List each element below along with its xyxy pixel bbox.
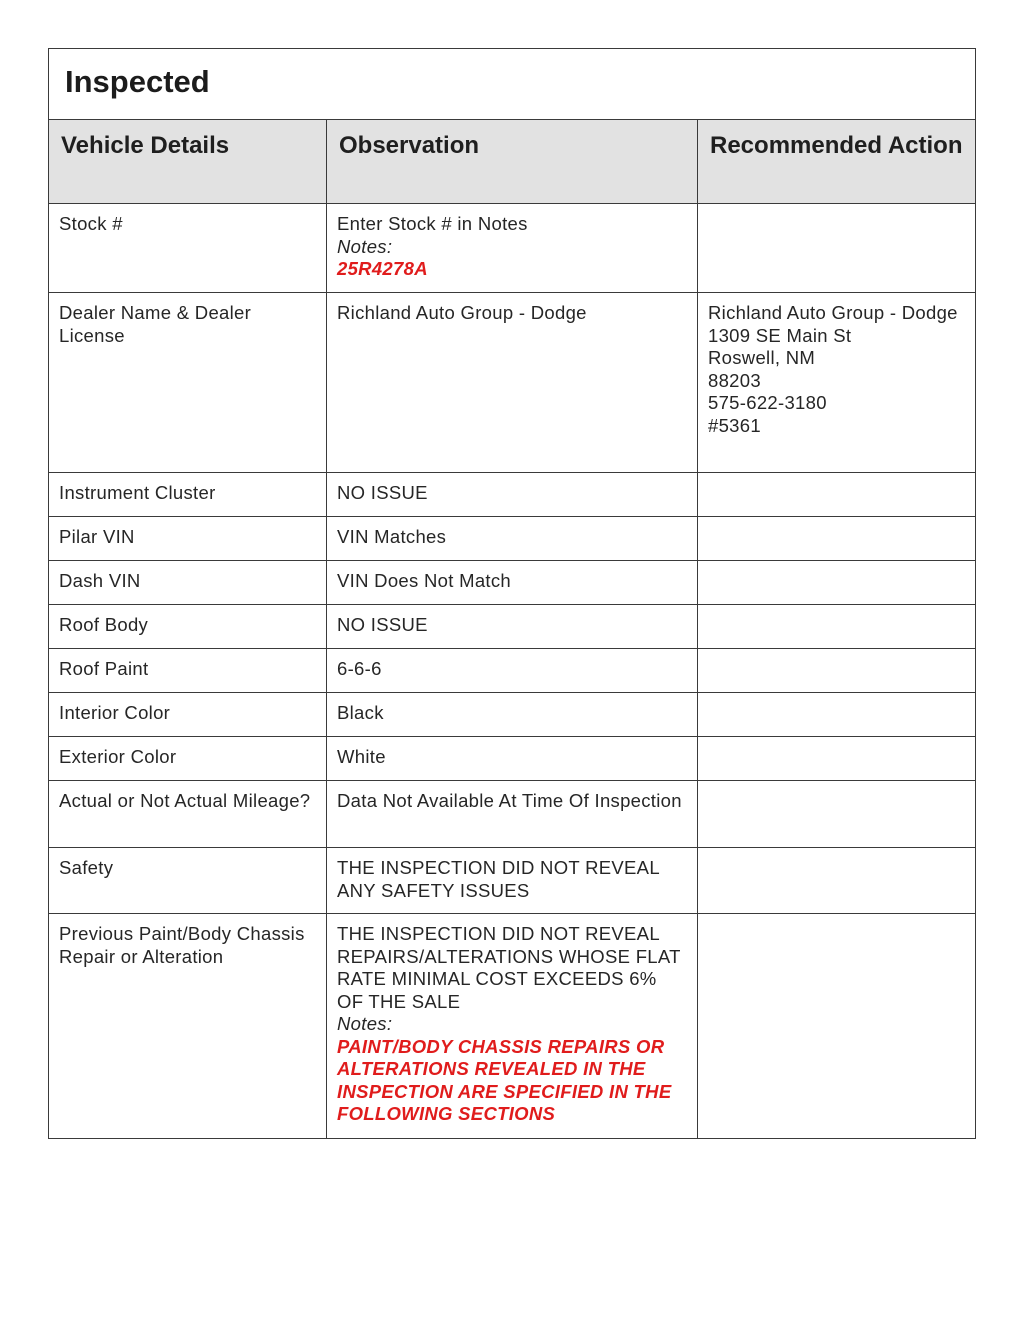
recommended-action-cell — [698, 473, 976, 517]
vehicle-detail-cell — [49, 473, 327, 517]
table-row — [49, 781, 976, 848]
vehicle-detail-label: Previous Paint/Body Chassis Repair or Alteration — [59, 923, 305, 967]
inspection-table — [48, 48, 976, 1139]
vehicle-detail-cell — [49, 293, 327, 473]
recommended-action-cell — [698, 737, 976, 781]
recommended-action-line: 1309 SE Main St — [708, 324, 852, 346]
table-row — [49, 204, 976, 293]
vehicle-detail-cell — [49, 693, 327, 737]
recommended-action-cell — [698, 848, 976, 914]
table-row — [49, 848, 976, 914]
observation-cell — [327, 517, 698, 561]
table-row — [49, 473, 976, 517]
vehicle-detail-label: Dash VIN — [59, 570, 141, 591]
vehicle-detail-label: Stock # — [59, 213, 123, 234]
observation-text: VIN Matches — [337, 526, 447, 547]
observation-text: NO ISSUE — [337, 482, 428, 503]
observation-text: Richland Auto Group - Dodge — [337, 302, 587, 323]
recommended-action-cell — [698, 204, 976, 293]
observation-text: THE INSPECTION DID NOT REVEAL REPAIRS/ALTERATIONS WHOSE FLAT RATE MINIMAL COST EXCEEDS 6% OF THE SALE — [337, 923, 681, 1012]
observation-cell — [327, 649, 698, 693]
observation-cell — [327, 605, 698, 649]
recommended-action-cell — [698, 649, 976, 693]
section-title: Inspected — [49, 49, 976, 120]
observation-text: THE INSPECTION DID NOT REVEAL ANY SAFETY ISSUES — [337, 857, 660, 901]
table-row — [49, 914, 976, 1139]
recommended-action-line: #5361 — [708, 414, 761, 436]
notes-label: Notes: — [337, 235, 393, 257]
recommended-action-line: Roswell, NM — [708, 347, 816, 368]
column-header-recommended-action: Recommended Action — [698, 120, 976, 204]
vehicle-detail-label: Safety — [59, 857, 114, 878]
observation-cell — [327, 781, 698, 848]
observation-cell — [327, 693, 698, 737]
observation-text: VIN Does Not Match — [337, 570, 512, 591]
observation-text: Enter Stock # in Notes — [337, 213, 528, 234]
observation-cell — [327, 737, 698, 781]
recommended-action-line: 88203 — [708, 369, 761, 391]
vehicle-detail-label: Instrument Cluster — [59, 482, 216, 503]
recommended-action-cell — [698, 914, 976, 1139]
vehicle-detail-cell — [49, 781, 327, 848]
observation-text: NO ISSUE — [337, 614, 428, 635]
recommended-action-cell — [698, 517, 976, 561]
observation-text: Black — [337, 702, 384, 723]
recommended-action-cell — [698, 605, 976, 649]
recommended-action-cell — [698, 693, 976, 737]
table-row — [49, 649, 976, 693]
column-header-vehicle-details: Vehicle Details — [49, 120, 327, 204]
recommended-action-line: Richland Auto Group - Dodge — [708, 302, 958, 323]
vehicle-detail-label: Roof Paint — [59, 658, 149, 679]
recommended-action-cell — [698, 781, 976, 848]
vehicle-detail-cell — [49, 848, 327, 914]
recommended-action-cell — [698, 293, 976, 473]
recommended-action-cell — [698, 561, 976, 605]
observation-cell — [327, 561, 698, 605]
vehicle-detail-label: Exterior Color — [59, 746, 177, 767]
vehicle-detail-label: Roof Body — [59, 614, 149, 635]
vehicle-detail-cell — [49, 649, 327, 693]
observation-cell — [327, 204, 698, 293]
vehicle-detail-cell — [49, 517, 327, 561]
observation-cell — [327, 914, 698, 1139]
vehicle-detail-cell — [49, 605, 327, 649]
table-body — [49, 204, 976, 1139]
observation-text: 6-6-6 — [337, 658, 382, 679]
title-row — [49, 49, 976, 120]
notes-value: PAINT/BODY CHASSIS REPAIRS OR ALTERATIONS REVEALED IN THE INSPECTION ARE SPECIFIED IN THE FOLLOWING SECTIONS — [337, 1035, 672, 1124]
table-row — [49, 293, 976, 473]
vehicle-detail-cell — [49, 914, 327, 1139]
observation-cell — [327, 293, 698, 473]
table-row — [49, 693, 976, 737]
observation-text: Data Not Available At Time Of Inspection — [337, 790, 682, 811]
column-header-observation: Observation — [327, 120, 698, 204]
table-row — [49, 737, 976, 781]
vehicle-detail-label: Dealer Name & Dealer License — [59, 302, 252, 346]
table-row — [49, 517, 976, 561]
observation-cell — [327, 848, 698, 914]
notes-value: 25R4278A — [337, 258, 428, 279]
table-row — [49, 605, 976, 649]
notes-label: Notes: — [337, 1013, 393, 1034]
header-row — [49, 120, 976, 204]
vehicle-detail-label: Actual or Not Actual Mileage? — [59, 790, 311, 811]
table-row — [49, 561, 976, 605]
vehicle-detail-label: Pilar VIN — [59, 526, 135, 547]
recommended-action-line: 575-622-3180 — [708, 392, 827, 413]
observation-text: White — [337, 746, 386, 767]
vehicle-detail-label: Interior Color — [59, 702, 171, 723]
vehicle-detail-cell — [49, 561, 327, 605]
vehicle-detail-cell — [49, 204, 327, 293]
vehicle-detail-cell — [49, 737, 327, 781]
observation-cell — [327, 473, 698, 517]
